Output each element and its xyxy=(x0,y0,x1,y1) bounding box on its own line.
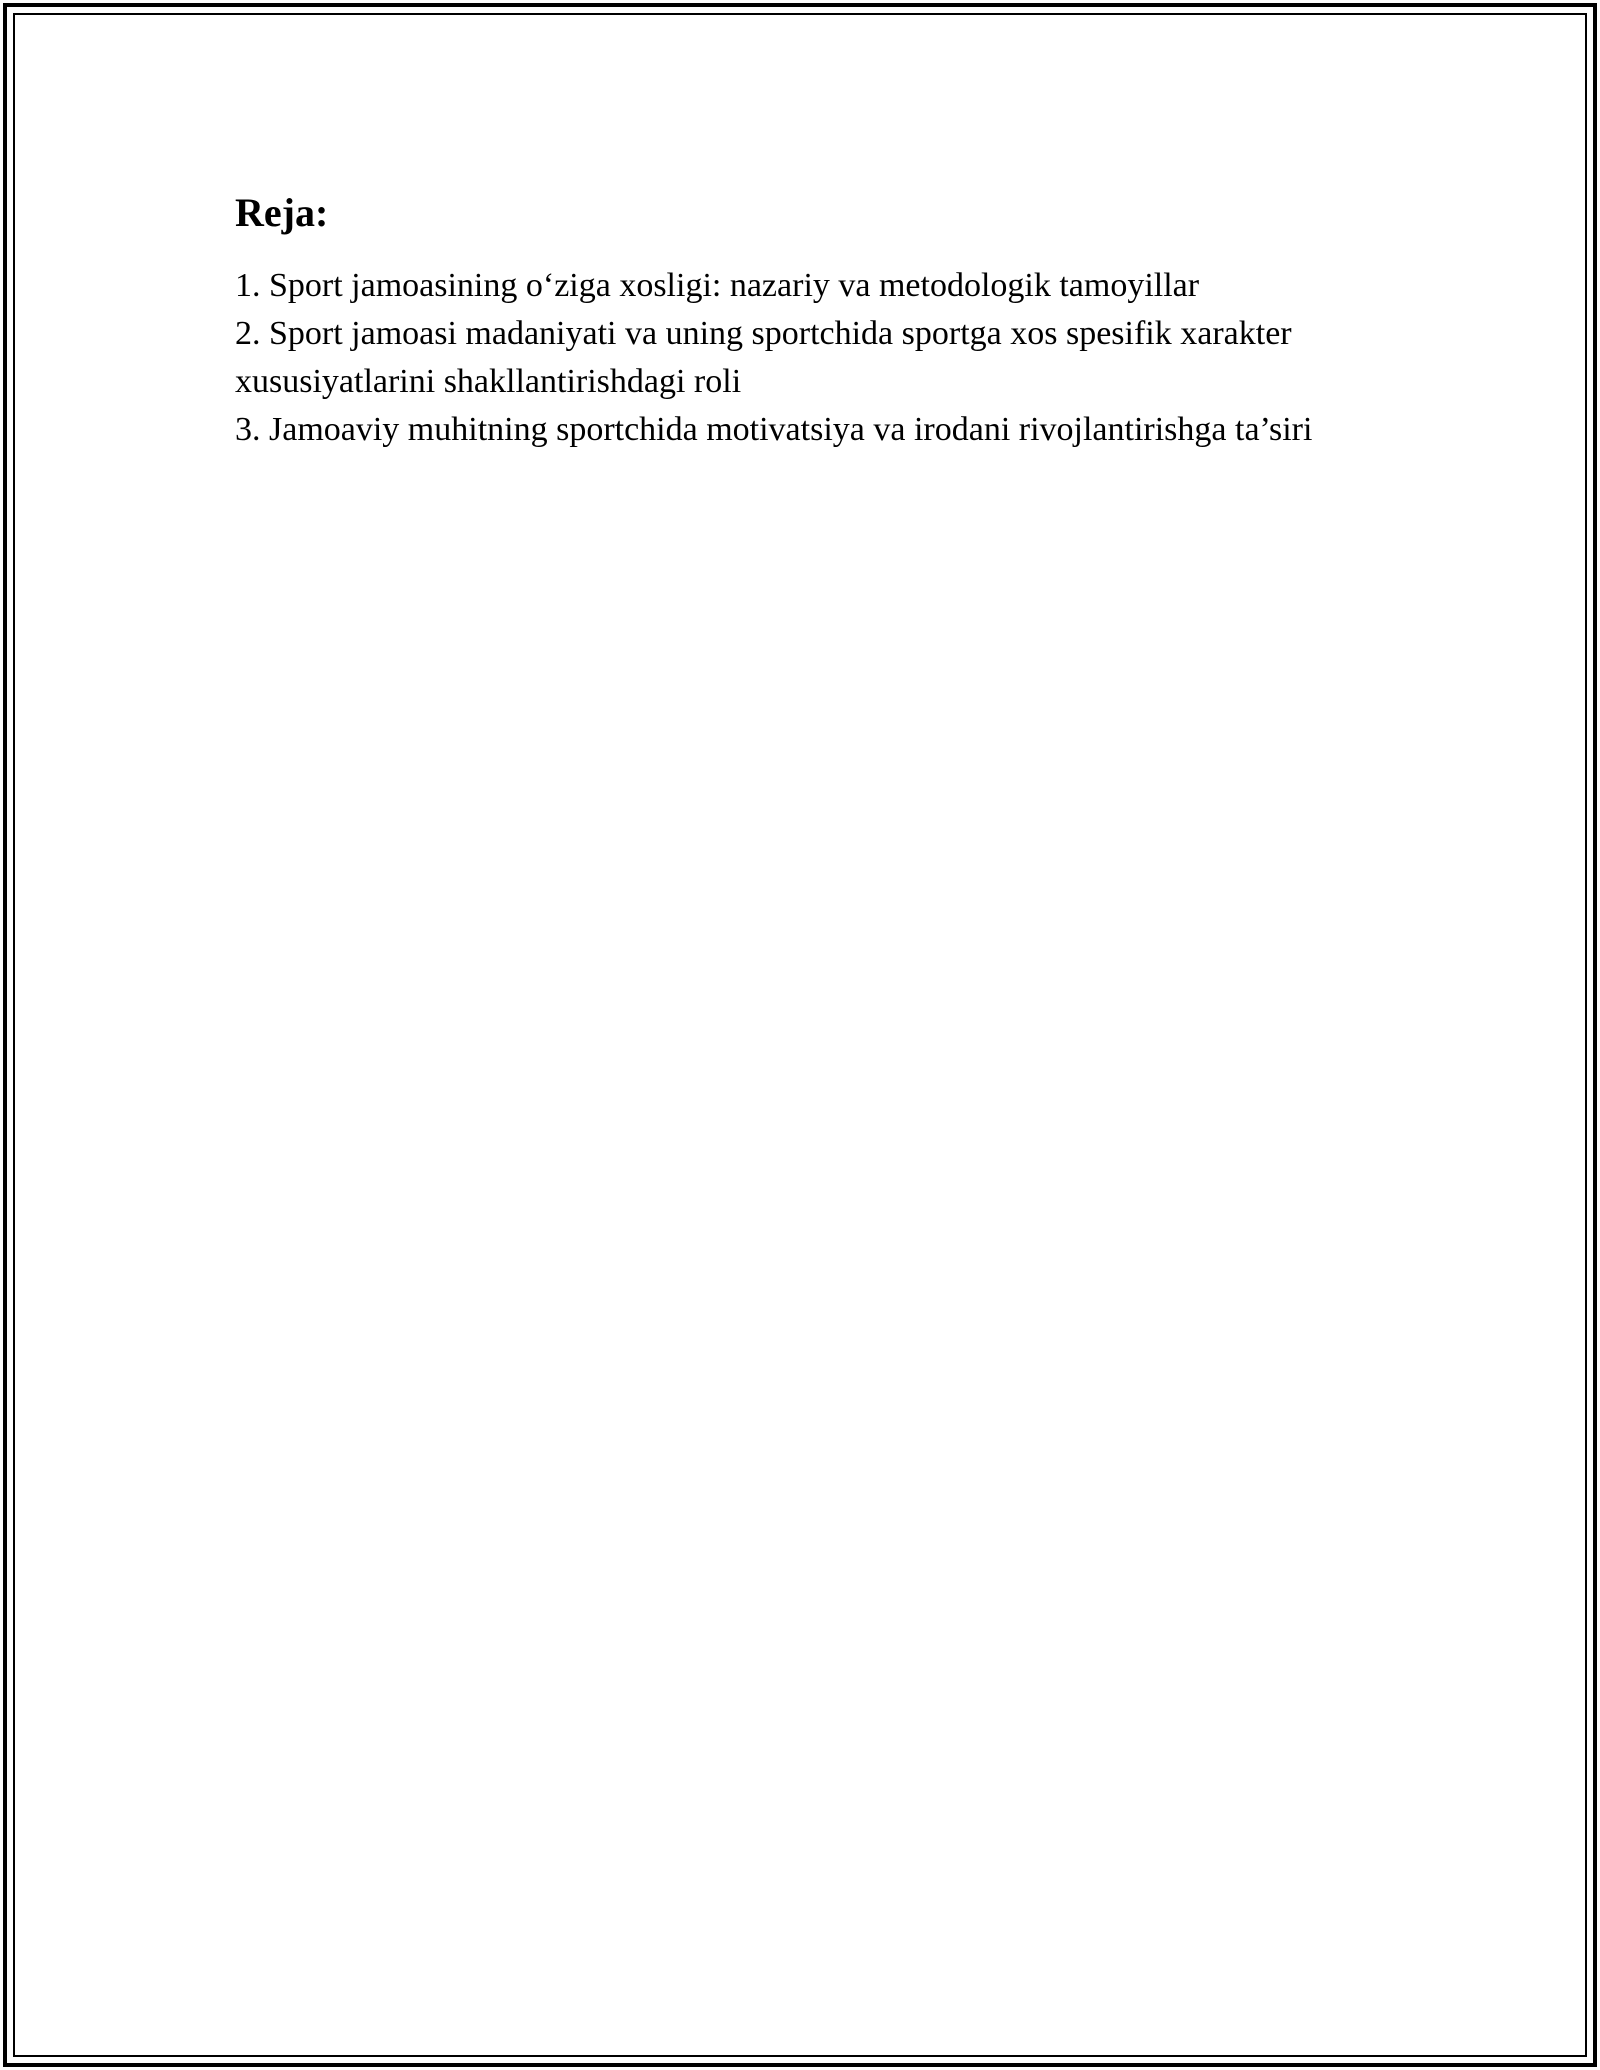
plan-item-3: 3. Jamoaviy muhitning sportchida motivatsiya va irodani rivojlantirishga ta’siri xyxy=(235,411,1313,448)
plan-item-1: 1. Sport jamoasining o‘ziga xosligi: nazariy va metodologik tamoyillar xyxy=(235,267,1200,304)
document-body xyxy=(235,186,1365,454)
plan-heading: Reja: xyxy=(235,190,329,235)
plan-list xyxy=(235,262,1365,454)
plan-item-2: 2. Sport jamoasi madaniyati va uning sportchida sportga xos spesifik xarakter xususiyatlarini shakllantirishdagi roli xyxy=(235,315,1292,400)
